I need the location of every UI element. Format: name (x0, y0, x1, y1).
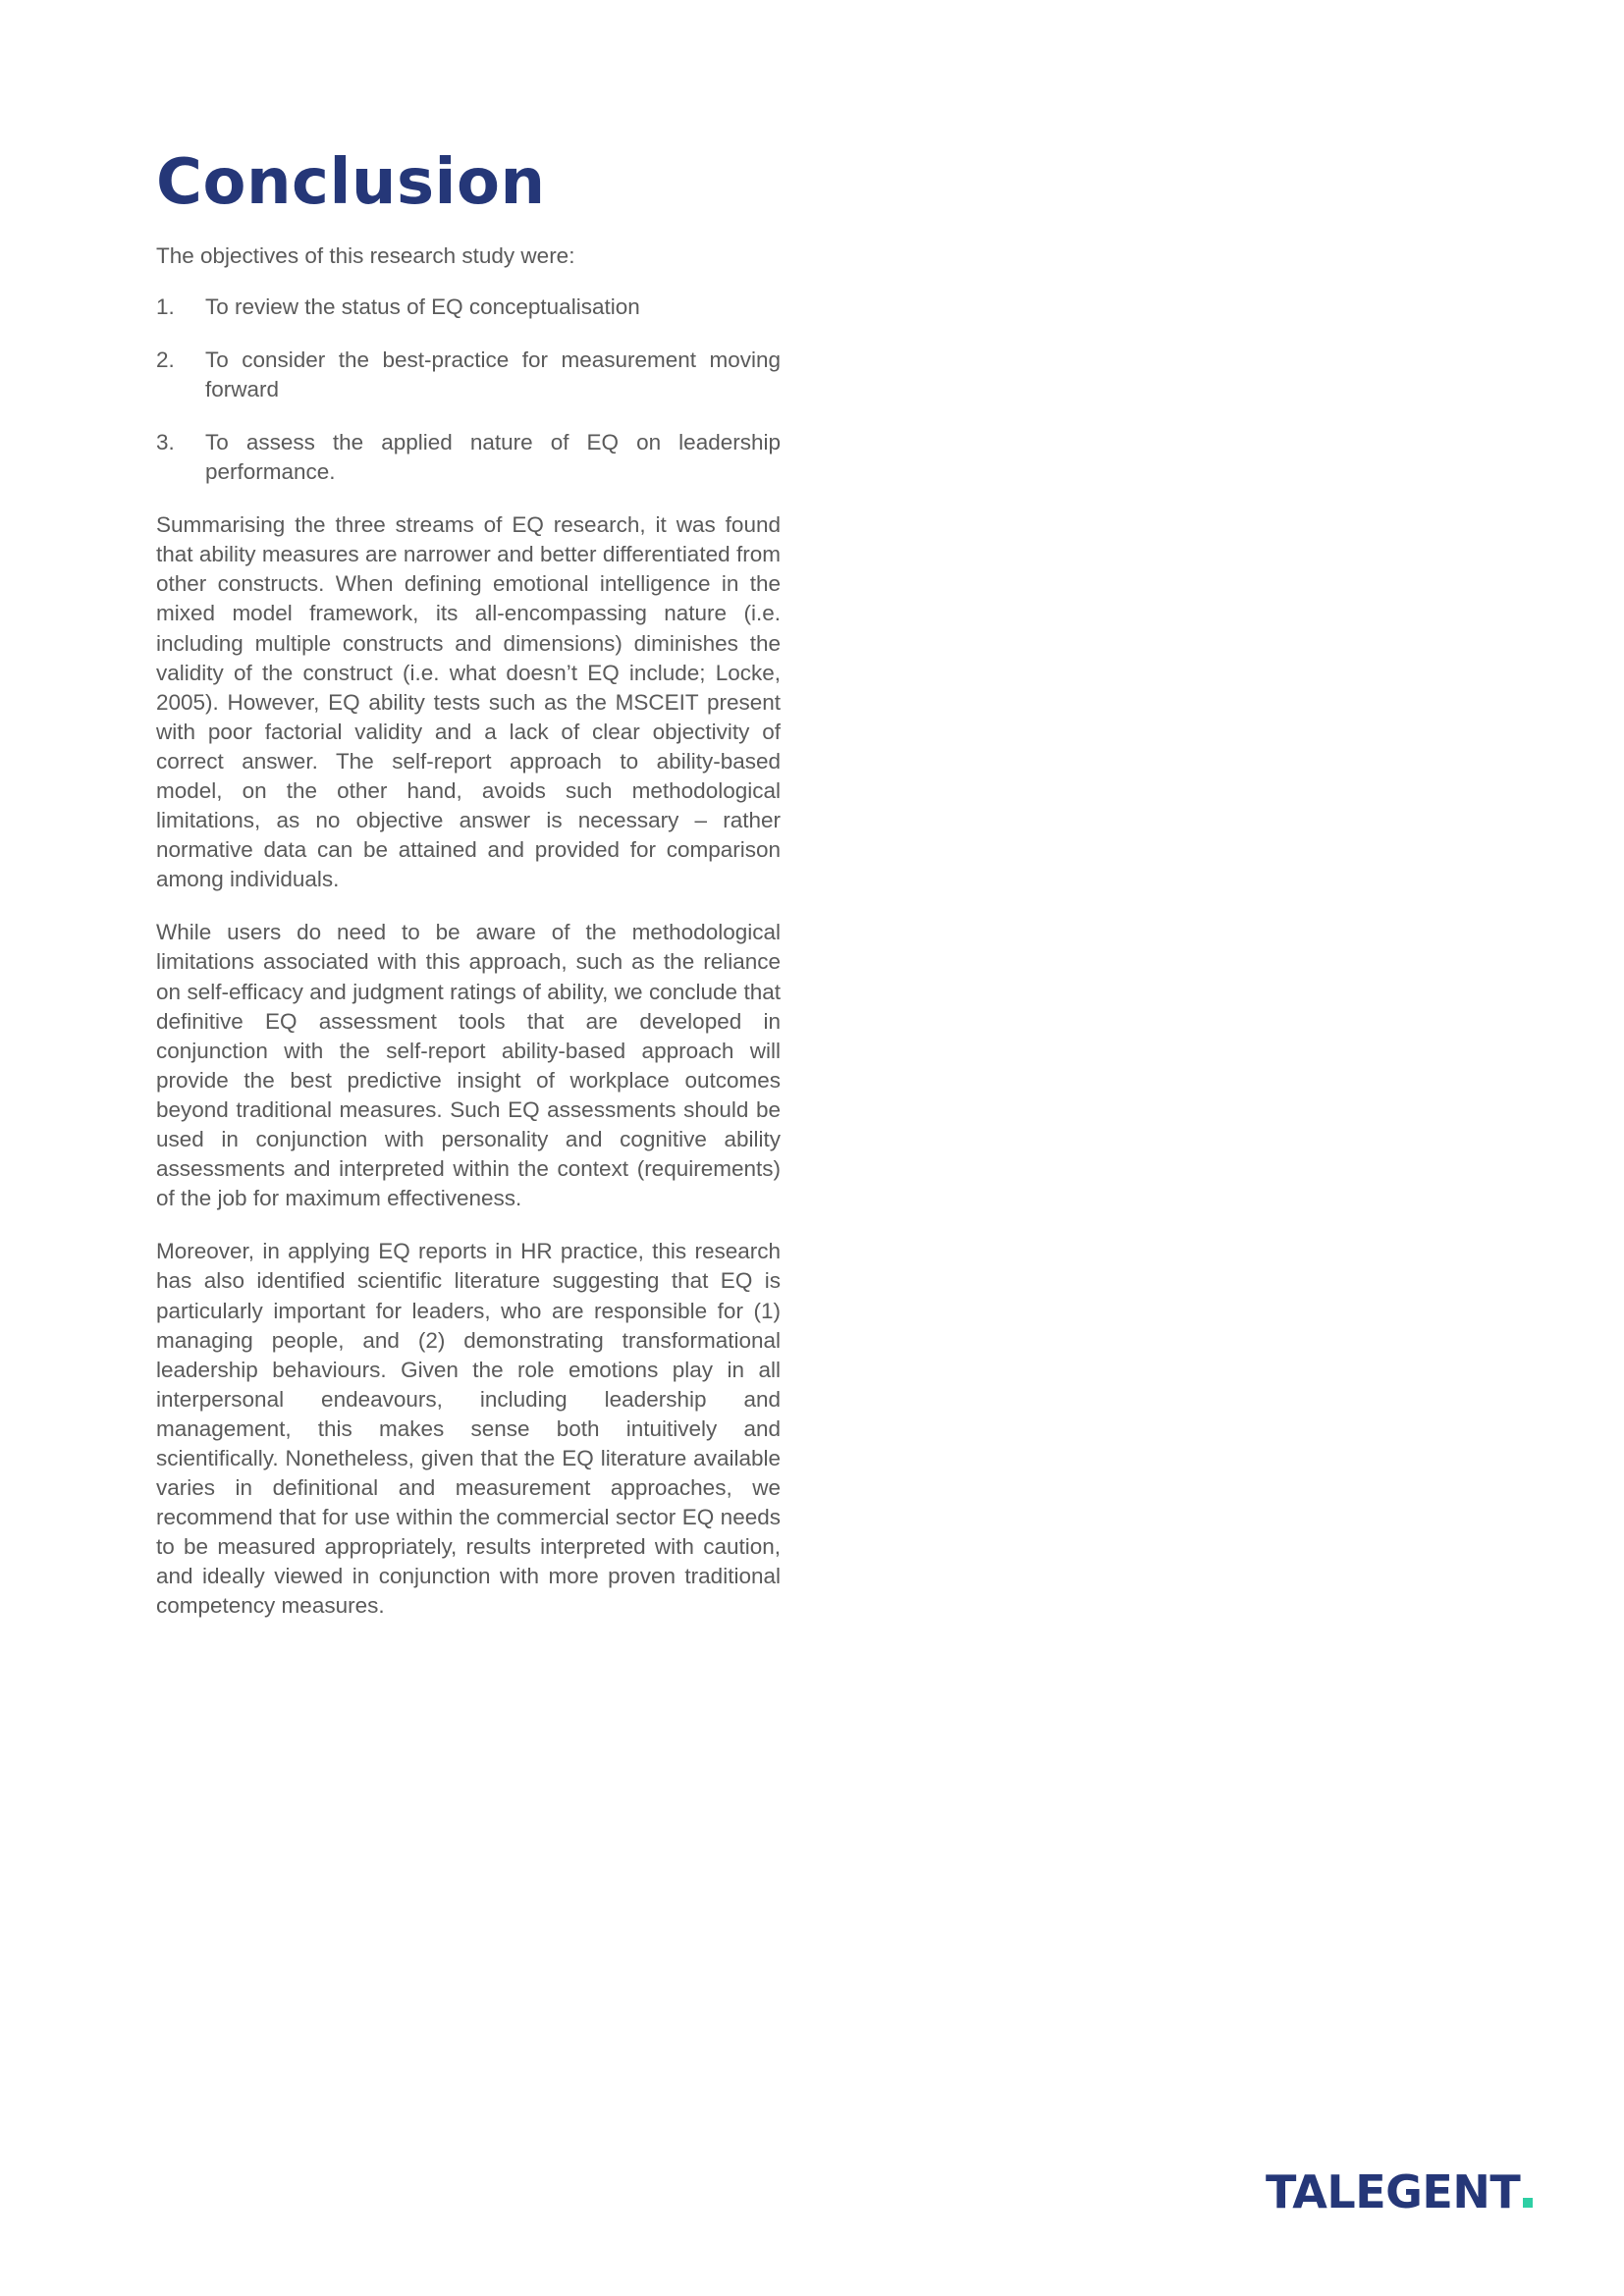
list-item-number: 3. (156, 429, 175, 454)
list-item-number: 1. (156, 294, 175, 319)
list-item-number: 2. (156, 347, 175, 372)
body-paragraph: Moreover, in applying EQ reports in HR practice, this research has also identified scientific literature suggesting that EQ is particularly important for leaders, who are responsible for (1) managing people, and (2) demonstrating transformational leadership behaviours. Given the role emotions play in all interpersonal endeavours, including leadership and management, this makes sense both intuitively and scientifically. Nonetheless, given that the EQ literature available varies in definitional and measurement approaches, we recommend that for use within the commercial sector EQ needs to be measured appropriately, results interpreted with caution, and ideally viewed in conjunction with more proven traditional competency measures. (156, 1239, 781, 1619)
list-item (156, 428, 781, 487)
body-paragraph: While users do need to be aware of the methodological limitations associated with this approach, such as the reliance on self-efficacy and judgment ratings of ability, we conclude that definitive EQ assessment tools that are developed in conjunction with the self-report ability-based approach will provide the best predictive insight of workplace outcomes beyond traditional measures. Such EQ assessments should be used in conjunction with personality and cognitive ability assessments and interpreted within the context (requirements) of the job for maximum effectiveness. (156, 920, 781, 1211)
list-item-text: To consider the best-practice for measurement moving forward (205, 347, 781, 401)
list-item-text: To assess the applied nature of EQ on leadership performance. (205, 429, 781, 485)
intro-text: The objectives of this research study were: (156, 242, 575, 268)
list-item (156, 346, 781, 404)
main-content (156, 147, 781, 1645)
brand-logo (1266, 2165, 1533, 2218)
list-item (156, 293, 781, 322)
objectives-list (156, 293, 781, 487)
body-paragraph: Summarising the three streams of EQ research, it was found that ability measures are narrower and better differentiated from other constructs. When defining emotional intelligence in the mixed model framework, its all-encompassing nature (i.e. including multiple constructs and dimensions) diminishes the validity of the construct (i.e. what doesn’t EQ include; Locke, 2005). However, EQ ability tests such as the MSCEIT present with poor factorial validity and a lack of clear objectivity of correct answer. The self-report approach to ability-based model, on the other hand, avoids such methodological limitations, as no objective answer is necessary – rather normative data can be attained and provided for comparison among individuals. (156, 512, 781, 892)
brand-logo-dot-icon (1523, 2198, 1533, 2208)
brand-logo-text: TALEGENT (1266, 2165, 1521, 2218)
page-title: Conclusion (156, 146, 546, 219)
list-item-text: To review the status of EQ conceptualisation (205, 294, 640, 319)
